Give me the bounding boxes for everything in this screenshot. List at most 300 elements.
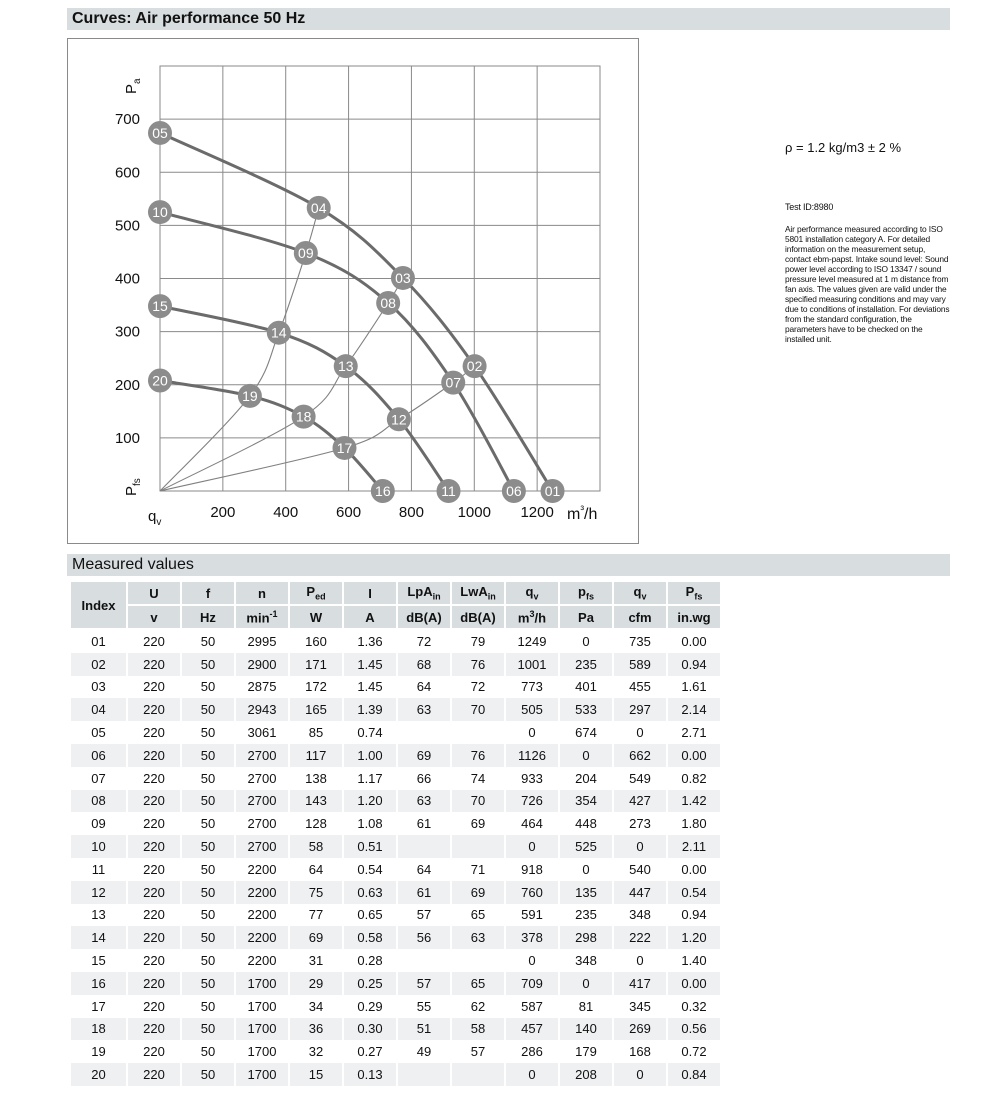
table-cell: 50 [182, 1040, 236, 1063]
table-cell: 345 [614, 995, 668, 1018]
table-cell [398, 835, 452, 858]
table-cell: 0 [560, 744, 614, 767]
column-header: U [128, 582, 182, 606]
table-cell: 140 [560, 1018, 614, 1041]
x-tick-label: 600 [336, 504, 362, 521]
table-cell: 06 [71, 744, 128, 767]
table-cell: 220 [128, 790, 182, 813]
table-cell: 2900 [236, 653, 290, 676]
table-cell: 2700 [236, 812, 290, 835]
table-cell: 1.17 [344, 767, 398, 790]
table-row [71, 835, 722, 858]
table-cell: 72 [452, 676, 506, 699]
table-cell: 1700 [236, 995, 290, 1018]
x-tick-label: 1200 [520, 504, 554, 521]
table-cell: 17 [71, 995, 128, 1018]
table-row [71, 1040, 722, 1063]
table-cell: 2.14 [668, 698, 722, 721]
table-cell: 2200 [236, 881, 290, 904]
table-cell: 50 [182, 926, 236, 949]
table-cell: 69 [452, 881, 506, 904]
operating-point-label: 09 [298, 245, 314, 261]
table-cell: 01 [71, 630, 128, 653]
table-cell: 220 [128, 858, 182, 881]
column-header: $p_{fs}$ [560, 582, 614, 606]
table-cell: 135 [560, 881, 614, 904]
table-cell: 220 [128, 767, 182, 790]
table-cell: 0.29 [344, 995, 398, 1018]
table-cell: 1126 [506, 744, 560, 767]
y-tick-label: 300 [114, 323, 140, 341]
table-cell [452, 949, 506, 972]
table-cell: 50 [182, 653, 236, 676]
table-cell: 0.27 [344, 1040, 398, 1063]
table-cell: 0.25 [344, 972, 398, 995]
table-cell: 220 [128, 1063, 182, 1086]
table-cell: 549 [614, 767, 668, 790]
table-cell: 50 [182, 972, 236, 995]
table-cell: 76 [452, 744, 506, 767]
table-cell: 07 [71, 767, 128, 790]
table-cell: 77 [290, 904, 344, 927]
table-cell: 354 [560, 790, 614, 813]
operating-point-label: 15 [152, 298, 168, 315]
table-cell: 589 [614, 653, 668, 676]
table-row [71, 926, 722, 949]
table-cell: 70 [452, 790, 506, 813]
column-unit: dB(A) [452, 606, 506, 630]
table-cell: 533 [560, 698, 614, 721]
operating-point-label: 05 [152, 124, 168, 141]
column-header: f [182, 582, 236, 606]
table-cell: 220 [128, 698, 182, 721]
column-unit: A [344, 606, 398, 630]
table-row [71, 653, 722, 676]
x-tick-label: 200 [210, 504, 236, 521]
column-header: $q_v$ [614, 582, 668, 606]
operating-point-label: 02 [466, 358, 483, 375]
table-cell: 222 [614, 926, 668, 949]
table-cell: 62 [452, 995, 506, 1018]
table-cell: 50 [182, 630, 236, 653]
table-cell: 273 [614, 812, 668, 835]
table-row [71, 949, 722, 972]
table-cell: 143 [290, 790, 344, 813]
table-cell: 220 [128, 926, 182, 949]
table-cell: 0.32 [668, 995, 722, 1018]
table-cell: 2875 [236, 676, 290, 699]
x-tick-label: 1000 [457, 504, 491, 521]
table-cell: 220 [128, 904, 182, 927]
table-cell: 269 [614, 1018, 668, 1041]
operating-point-label: 04 [310, 199, 327, 216]
table-cell: 1.08 [344, 812, 398, 835]
column-unit: W [290, 606, 344, 630]
table-cell [452, 721, 506, 744]
table-cell: 76 [452, 653, 506, 676]
table-cell: 0 [560, 630, 614, 653]
table-cell: 3061 [236, 721, 290, 744]
table-cell: 69 [398, 744, 452, 767]
table-cell: 61 [398, 881, 452, 904]
table-cell: 64 [290, 858, 344, 881]
y-tick-label: 500 [114, 217, 140, 235]
table-cell: 160 [290, 630, 344, 653]
table-cell: 933 [506, 767, 560, 790]
table-cell: 70 [452, 698, 506, 721]
table-cell: 0.94 [668, 653, 722, 676]
y-tick-label: 400 [114, 270, 140, 288]
column-unit: cfm [614, 606, 668, 630]
table-cell: 03 [71, 676, 128, 699]
table-row [71, 744, 722, 767]
table-row [71, 721, 722, 744]
table-cell: 02 [71, 653, 128, 676]
operating-point-label: 03 [395, 269, 411, 286]
table-cell: 19 [71, 1040, 128, 1063]
table-row [71, 1018, 722, 1041]
column-unit: $\min^{-1}$ [236, 606, 290, 630]
measured-section-header [67, 554, 950, 576]
table-cell: 138 [290, 767, 344, 790]
x-tick-label: 400 [273, 504, 299, 521]
table-cell: 12 [71, 881, 128, 904]
table-cell: 235 [560, 653, 614, 676]
table-cell: 18 [71, 1018, 128, 1041]
table-row [71, 858, 722, 881]
table-cell: 71 [452, 858, 506, 881]
table-cell: 29 [290, 972, 344, 995]
table-cell: 0.00 [668, 630, 722, 653]
table-cell: 64 [398, 676, 452, 699]
operating-point-label: 01 [544, 483, 561, 499]
table-cell: 0.58 [344, 926, 398, 949]
measurement-notes: Air performance measured according to ISO 5801 installation category A. For detailed information on the measurement setup, contact ebm-papst. Intake sound level: Sound power level according to ISO 13347 / sound pressure level measured at 1 m distance from fan axis. The values given are valid under the specified measuring conditions and may vary due to conditions of installation. For deviations from the standard configuration, the parameters have to be checked on the installed unit. [785, 224, 950, 344]
air-density-note: ρ = 1.2 kg/m3 ± 2 % [785, 140, 902, 155]
column-unit: $m^3/h$ [506, 606, 560, 630]
table-cell: 2700 [236, 767, 290, 790]
table-cell: 32 [290, 1040, 344, 1063]
table-cell: 50 [182, 1018, 236, 1041]
table-cell: 1.39 [344, 698, 398, 721]
table-cell: 0.00 [668, 972, 722, 995]
x-axis-symbol: $q_v$ [148, 508, 162, 528]
table-cell: 505 [506, 698, 560, 721]
table-cell: 735 [614, 630, 668, 653]
table-cell: 235 [560, 904, 614, 927]
table-cell: 220 [128, 812, 182, 835]
y-tick-label: 600 [114, 164, 140, 182]
table-cell: 1.00 [344, 744, 398, 767]
table-cell: 1700 [236, 972, 290, 995]
table-cell: 05 [71, 721, 128, 744]
table-cell: 2700 [236, 744, 290, 767]
table-cell [452, 1063, 506, 1086]
table-cell: 1.20 [344, 790, 398, 813]
header-row-names [71, 582, 722, 606]
table-cell: 168 [614, 1040, 668, 1063]
table-cell: 55 [398, 995, 452, 1018]
table-cell [452, 835, 506, 858]
table-cell: 09 [71, 812, 128, 835]
table-cell: 0 [506, 835, 560, 858]
table-cell: 08 [71, 790, 128, 813]
operating-point-label: 19 [242, 387, 258, 404]
table-cell: 0.65 [344, 904, 398, 927]
table-cell: 57 [452, 1040, 506, 1063]
table-cell: 448 [560, 812, 614, 835]
table-cell: 50 [182, 904, 236, 927]
table-cell: 0.00 [668, 858, 722, 881]
y-tick-label: 100 [114, 429, 140, 447]
table-cell: 128 [290, 812, 344, 835]
table-cell: 220 [128, 1018, 182, 1041]
table-cell: 58 [290, 835, 344, 858]
table-cell: 50 [182, 744, 236, 767]
table-cell: 220 [128, 881, 182, 904]
table-cell: 50 [182, 676, 236, 699]
table-cell: 69 [290, 926, 344, 949]
table-cell: 1001 [506, 653, 560, 676]
header-row-units [71, 606, 722, 630]
table-cell: 50 [182, 721, 236, 744]
table-cell: 65 [452, 972, 506, 995]
column-unit: Hz [182, 606, 236, 630]
table-cell [398, 721, 452, 744]
table-cell: 662 [614, 744, 668, 767]
table-cell: 50 [182, 835, 236, 858]
table-cell: 1700 [236, 1040, 290, 1063]
table-row [71, 995, 722, 1018]
table-cell: 378 [506, 926, 560, 949]
table-cell: 0.54 [344, 858, 398, 881]
table-cell: 447 [614, 881, 668, 904]
curves-section-header [67, 8, 950, 30]
table-cell: 50 [182, 1063, 236, 1086]
table-body [71, 630, 722, 1086]
column-header: n [236, 582, 290, 606]
table-cell: 81 [560, 995, 614, 1018]
table-cell: 220 [128, 721, 182, 744]
table-cell: 1.20 [668, 926, 722, 949]
table-row [71, 767, 722, 790]
table-cell: 1.40 [668, 949, 722, 972]
table-row [71, 972, 722, 995]
table-cell: 525 [560, 835, 614, 858]
table-cell: 85 [290, 721, 344, 744]
column-unit: v [128, 606, 182, 630]
table-cell: 220 [128, 995, 182, 1018]
operating-point-label: 13 [337, 358, 354, 375]
table-cell [398, 949, 452, 972]
operating-point-label: 12 [391, 411, 407, 428]
test-id: Test ID:8980 [785, 202, 834, 212]
table-cell: 2995 [236, 630, 290, 653]
operating-point-label: 07 [445, 374, 462, 391]
table-cell: 1.36 [344, 630, 398, 653]
table-row [71, 904, 722, 927]
table-cell: 220 [128, 835, 182, 858]
table-cell: 0.72 [668, 1040, 722, 1063]
table-cell: 79 [452, 630, 506, 653]
table-cell: 0.00 [668, 744, 722, 767]
y-axis-symbol-bottom: $P_{fs}$ [123, 478, 143, 496]
table-cell: 117 [290, 744, 344, 767]
operating-point-label: 11 [441, 483, 456, 499]
table-cell: 1700 [236, 1063, 290, 1086]
table-row [71, 1063, 722, 1086]
table-cell: 417 [614, 972, 668, 995]
table-cell: 220 [128, 653, 182, 676]
table-row [71, 812, 722, 835]
table-cell: 0 [506, 1063, 560, 1086]
table-cell: 1700 [236, 1018, 290, 1041]
table-cell: 36 [290, 1018, 344, 1041]
table-cell: 0 [614, 1063, 668, 1086]
table-cell: 2700 [236, 790, 290, 813]
table-cell: 75 [290, 881, 344, 904]
table-cell: 918 [506, 858, 560, 881]
table-cell: 0 [506, 949, 560, 972]
table-cell: 1.42 [668, 790, 722, 813]
table-cell: 0.51 [344, 835, 398, 858]
operating-point-label: 08 [380, 294, 396, 311]
table-cell: 15 [71, 949, 128, 972]
table-cell: 179 [560, 1040, 614, 1063]
table-cell: 0.30 [344, 1018, 398, 1041]
y-tick-label: 200 [114, 376, 140, 394]
table-cell: 401 [560, 676, 614, 699]
x-tick-label: 800 [398, 504, 424, 521]
table-cell: 63 [452, 926, 506, 949]
y-axis-symbol-top: $P_a$ [123, 78, 143, 94]
table-cell: 1.45 [344, 653, 398, 676]
table-cell: 286 [506, 1040, 560, 1063]
table-cell: 773 [506, 676, 560, 699]
table-cell: 13 [71, 904, 128, 927]
table-cell: 65 [452, 904, 506, 927]
table-cell: 220 [128, 972, 182, 995]
operating-point-label: 16 [375, 483, 391, 499]
table-row [71, 698, 722, 721]
table-cell: 0.63 [344, 881, 398, 904]
operating-point-label: 18 [295, 408, 312, 425]
table-cell: 72 [398, 630, 452, 653]
table-cell: 57 [398, 972, 452, 995]
column-header: Index [71, 582, 128, 630]
table-cell: 2.71 [668, 721, 722, 744]
operating-point-label: 20 [152, 372, 168, 389]
table-cell: 11 [71, 858, 128, 881]
table-cell: 04 [71, 698, 128, 721]
table-cell: 2.11 [668, 835, 722, 858]
table-cell: 0 [614, 721, 668, 744]
table-cell: 2200 [236, 926, 290, 949]
x-axis-label: $m^{^3}/h$ [567, 504, 598, 523]
table-cell: 16 [71, 972, 128, 995]
table-cell [398, 1063, 452, 1086]
table-cell: 0 [560, 972, 614, 995]
table-cell: 2943 [236, 698, 290, 721]
column-header: LwA$_{in}$ [452, 582, 506, 606]
table-cell: 15 [290, 1063, 344, 1086]
table-cell: 457 [506, 1018, 560, 1041]
table-cell: 50 [182, 790, 236, 813]
table-cell: 10 [71, 835, 128, 858]
table-cell: 674 [560, 721, 614, 744]
table-cell: 50 [182, 881, 236, 904]
measured-values-table [71, 582, 722, 1086]
table-cell: 0 [614, 835, 668, 858]
table-cell: 1.45 [344, 676, 398, 699]
operating-point-label: 14 [271, 324, 287, 341]
table-cell: 464 [506, 812, 560, 835]
table-cell: 0.94 [668, 904, 722, 927]
table-cell: 34 [290, 995, 344, 1018]
table-cell: 220 [128, 630, 182, 653]
table-cell: 20 [71, 1063, 128, 1086]
table-cell: 1.61 [668, 676, 722, 699]
table-cell: 2700 [236, 835, 290, 858]
table-cell: 31 [290, 949, 344, 972]
table-cell: 50 [182, 767, 236, 790]
column-unit: in.wg [668, 606, 722, 630]
table-cell: 587 [506, 995, 560, 1018]
table-cell: 348 [614, 904, 668, 927]
table-cell: 298 [560, 926, 614, 949]
table-cell: 220 [128, 949, 182, 972]
table-cell: 51 [398, 1018, 452, 1041]
operating-point-label: 06 [506, 483, 522, 499]
air-performance-chart [67, 38, 639, 544]
table-cell: 540 [614, 858, 668, 881]
table-cell: 56 [398, 926, 452, 949]
column-header: $q_v$ [506, 582, 560, 606]
table-cell: 50 [182, 858, 236, 881]
table-cell: 2200 [236, 949, 290, 972]
table-cell: 220 [128, 676, 182, 699]
table-cell: 0.13 [344, 1063, 398, 1086]
table-cell: 348 [560, 949, 614, 972]
table-header [71, 582, 722, 630]
table-cell: 0 [506, 721, 560, 744]
table-cell: 0 [614, 949, 668, 972]
table-cell: 50 [182, 995, 236, 1018]
table-cell: 171 [290, 653, 344, 676]
table-cell: 0.54 [668, 881, 722, 904]
column-unit: dB(A) [398, 606, 452, 630]
y-tick-label: 700 [114, 111, 140, 129]
table-cell: 455 [614, 676, 668, 699]
table-cell: 74 [452, 767, 506, 790]
table-cell: 2200 [236, 858, 290, 881]
column-header: I [344, 582, 398, 606]
table-cell: 208 [560, 1063, 614, 1086]
column-header: LpA$_{in}$ [398, 582, 452, 606]
table-cell: 204 [560, 767, 614, 790]
table-cell: 0 [560, 858, 614, 881]
table-cell: 165 [290, 698, 344, 721]
table-cell: 58 [452, 1018, 506, 1041]
table-cell: 63 [398, 698, 452, 721]
table-cell: 1249 [506, 630, 560, 653]
column-header: $P_{ed}$ [290, 582, 344, 606]
table-cell: 50 [182, 698, 236, 721]
table-cell: 726 [506, 790, 560, 813]
table-cell: 0.84 [668, 1063, 722, 1086]
table-row [71, 676, 722, 699]
table-cell: 172 [290, 676, 344, 699]
